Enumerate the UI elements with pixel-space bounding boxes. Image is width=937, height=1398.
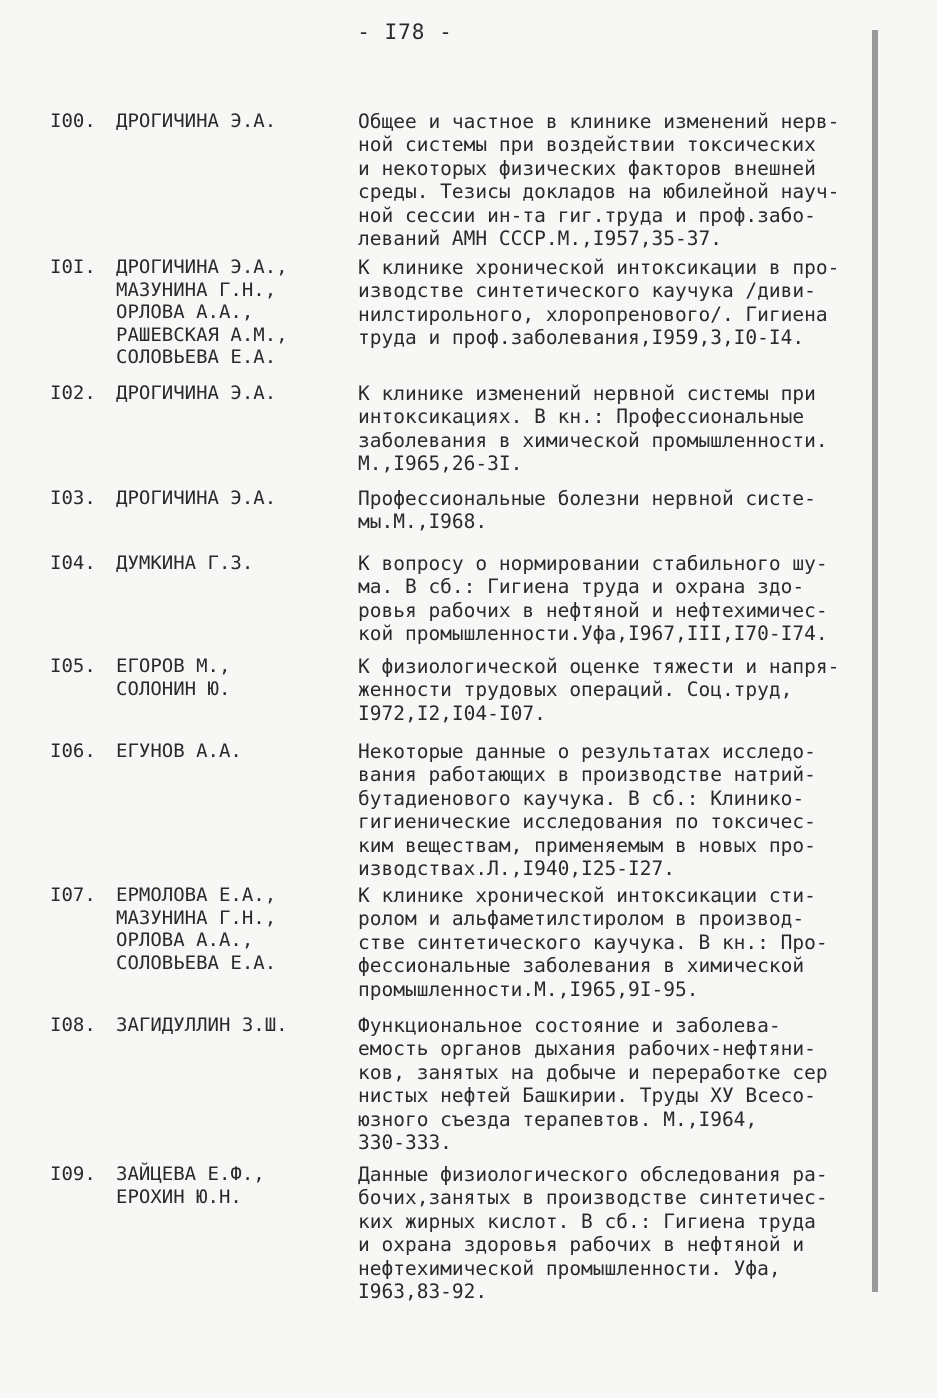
entry-description	[358, 256, 839, 350]
description-line: I972,I2,I04-I07.	[358, 701, 546, 725]
description-line: нистых нефтей Башкирии. Труды ХУ Всесо-	[358, 1084, 816, 1108]
description-line: ков, занятых на добыче и переработке сер	[358, 1060, 828, 1084]
page-edge	[872, 30, 878, 1292]
entry-number: I06.	[50, 740, 96, 762]
entry-number: I00.	[50, 110, 96, 132]
entry-description	[358, 884, 828, 1001]
description-line: К клинике хронической интоксикации сти-	[358, 884, 816, 907]
description-line: ма. В сб.: Гигиена труда и охрана здо-	[358, 575, 805, 599]
description-line: М.,I965,26-3I.	[358, 452, 523, 476]
description-line: бутадиенового каучука. В сб.: Клинико-	[358, 786, 805, 810]
entry-description	[358, 110, 839, 250]
entry-authors	[116, 1014, 288, 1037]
description-line: ной системы при воздействии токсических	[358, 133, 816, 157]
entry-number: I08.	[50, 1014, 96, 1036]
description-line: Профессиональные болезни нервной систе-	[358, 487, 816, 510]
entry-authors	[116, 382, 276, 405]
description-line: ролом и альфаметилстиролом в производ-	[358, 907, 805, 931]
description-line: Данные физиологического обследования ра-	[358, 1163, 828, 1186]
description-line: I963,83-92.	[358, 1280, 488, 1304]
description-line: стве синтетического каучука. В кн.: Про-	[358, 930, 828, 954]
entry-description	[358, 552, 828, 646]
description-line: изводствах.Л.,I940,I25-I27.	[358, 857, 675, 881]
entry-number: I03.	[50, 487, 96, 509]
description-line: Функциональное состояние и заболева-	[358, 1014, 781, 1037]
author-name: РАШЕВСКАЯ А.М.,	[116, 323, 288, 346]
author-name: ЕГУНОВ А.А.	[116, 740, 242, 762]
description-line: изводстве синтетического каучука /диви-	[358, 279, 816, 303]
description-line: ровья рабочих в нефтяной и нефтехимичес-	[358, 598, 828, 622]
description-line: нефтехимической промышленности. Уфа,	[358, 1256, 781, 1280]
author-name: СОЛОНИН Ю.	[116, 677, 231, 700]
author-name: ОРЛОВА А.А.,	[116, 301, 254, 323]
description-line: леваний АМН СССР.М.,I957,35-37.	[358, 227, 722, 251]
author-name: ОРЛОВА А.А.,	[116, 929, 254, 951]
author-name: ЕРМОЛОВА Е.А.,	[116, 884, 277, 906]
page-number: - I78 -	[357, 20, 453, 44]
description-line: промышленности.М.,I965,9I-95.	[358, 977, 699, 1001]
entry-number: I02.	[50, 382, 96, 404]
description-line: юзного съезда терапевтов. М.,I964,	[358, 1107, 758, 1131]
description-line: 330-333.	[358, 1131, 452, 1155]
entry-description	[358, 1163, 828, 1303]
author-name: МАЗУНИНА Г.Н.,	[116, 278, 277, 301]
description-line: К клинике изменений нервной системы при	[358, 382, 816, 405]
description-line: вания работающих в производстве натрий-	[358, 763, 816, 787]
description-line: ким веществам, применяемым в новых про-	[358, 833, 816, 857]
entry-number: I09.	[50, 1163, 96, 1185]
entry-authors	[116, 256, 288, 369]
description-line: гигиенические исследования по токсичес-	[358, 810, 816, 834]
entry-authors	[116, 110, 276, 133]
entry-description	[358, 655, 839, 725]
author-name: СОЛОВЬЕВА Е.А.	[116, 951, 277, 974]
author-name: ЕРОХИН Ю.Н.	[116, 1185, 242, 1208]
description-line: ной сессии ин-та гиг.труда и проф.забо-	[358, 203, 816, 227]
entry-authors	[116, 487, 276, 510]
description-line: женности трудовых операций. Соц.труд,	[358, 678, 793, 702]
description-line: емость органов дыхания рабочих-нефтяни-	[358, 1037, 816, 1061]
author-name: СОЛОВЬЕВА Е.А.	[116, 346, 277, 368]
entry-number: I04.	[50, 552, 96, 574]
description-line: ких жирных кислот. В сб.: Гигиена труда	[358, 1209, 816, 1233]
description-line: интоксикациях. В кн.: Профессиональные	[358, 405, 805, 429]
author-name: ДРОГИЧИНА Э.А.,	[116, 256, 288, 278]
author-name: ЗАГИДУЛЛИН З.Ш.	[116, 1014, 288, 1036]
entry-authors	[116, 884, 276, 974]
author-name: ДУМКИНА Г.З.	[116, 552, 254, 574]
entry-authors	[116, 552, 253, 575]
description-line: фессиональные заболевания в химической	[358, 954, 805, 978]
description-line: и некоторых физических факторов внешней	[358, 156, 816, 180]
author-name: ДРОГИЧИНА Э.А.	[116, 382, 277, 404]
entry-description	[358, 740, 816, 880]
entry-description	[358, 382, 828, 476]
author-name: ДРОГИЧИНА Э.А.	[116, 487, 277, 509]
author-name: ДРОГИЧИНА Э.А.	[116, 110, 277, 132]
description-line: среды. Тезисы докладов на юбилейной науч-	[358, 180, 840, 204]
author-name: ЕГОРОВ М.,	[116, 655, 231, 677]
entry-description	[358, 1014, 828, 1154]
description-line: нилстирольного, хлоропренового/. Гигиена	[358, 302, 828, 326]
description-line: Некоторые данные о результатах исследо-	[358, 740, 816, 763]
author-name: МАЗУНИНА Г.Н.,	[116, 906, 277, 929]
description-line: мы.М.,I968.	[358, 510, 488, 534]
description-line: и охрана здоровья рабочих в нефтяной и	[358, 1233, 805, 1257]
entry-authors	[116, 1163, 265, 1208]
description-line: кой промышленности.Уфа,I967,III,I70-I74.	[358, 622, 828, 646]
description-line: бочих,занятых в производстве синтетичес-	[358, 1186, 828, 1210]
entry-number: I0I.	[50, 256, 96, 278]
description-line: Общее и частное в клинике изменений нерв-	[358, 110, 840, 133]
entry-description	[358, 487, 816, 534]
description-line: заболевания в химической промышленности.	[358, 428, 828, 452]
description-line: К вопросу о нормировании стабильного шу-	[358, 552, 828, 575]
entry-number: I07.	[50, 884, 96, 906]
description-line: К клинике хронической интоксикации в про-	[358, 256, 840, 279]
entry-authors	[116, 655, 230, 700]
author-name: ЗАЙЦЕВА Е.Ф.,	[116, 1163, 265, 1185]
description-line: труда и проф.заболевания,I959,3,I0-I4.	[358, 326, 805, 350]
entry-number: I05.	[50, 655, 96, 677]
description-line: К физиологической оценке тяжести и напря-	[358, 655, 840, 678]
entry-authors	[116, 740, 242, 763]
